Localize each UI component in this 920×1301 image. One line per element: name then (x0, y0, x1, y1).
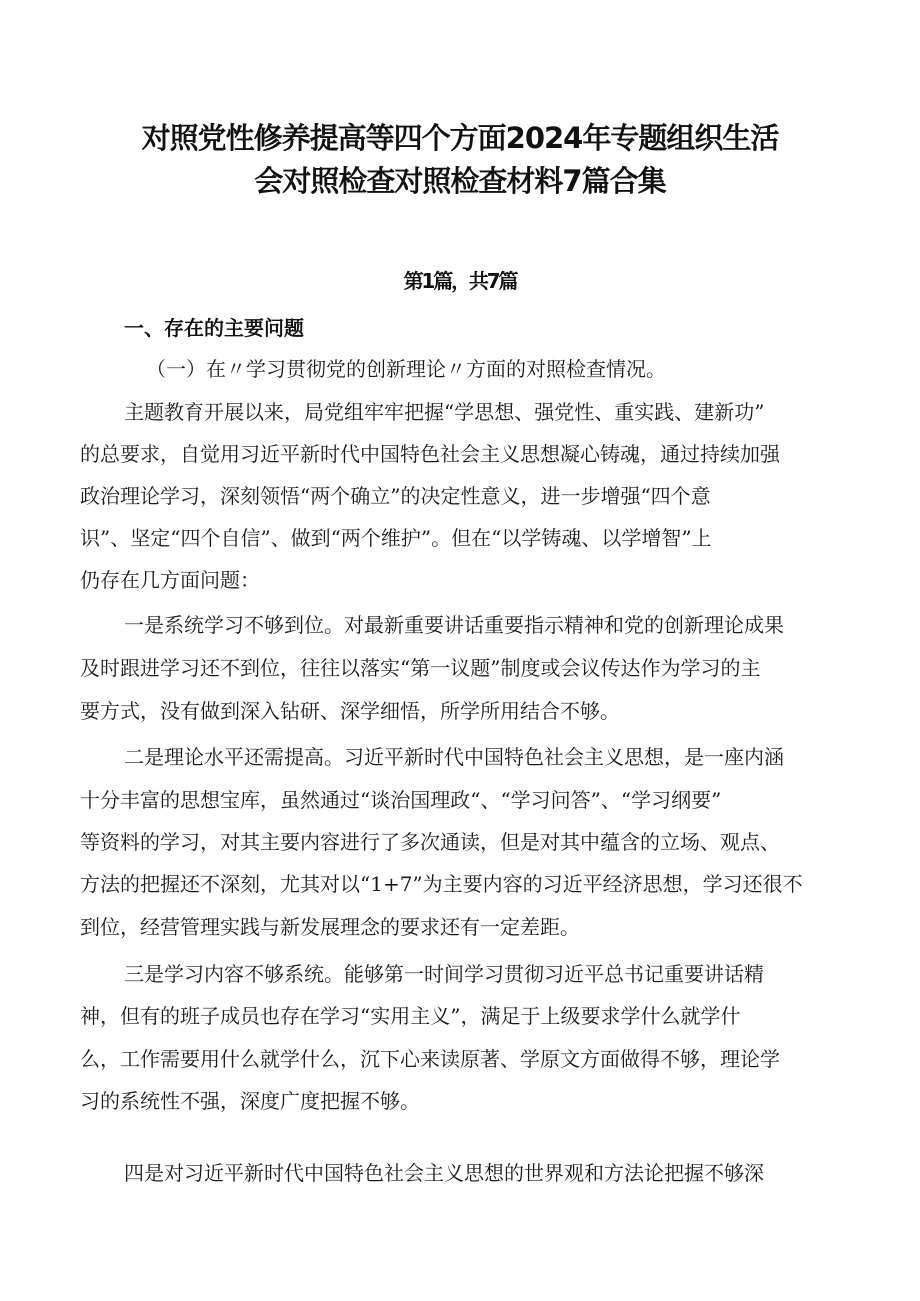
subsection-heading: （一）在〃学习贯彻党的创新理论〃方面的对照检查情况。 (146, 357, 666, 381)
paragraph-line: 十分丰富的思想宝库，虽然通过“谈治国理政“、“学习问答”、“学习纲要” (80, 788, 722, 812)
paragraph-line: 识”、坚定“四个自信”、做到“两个维护”。但在“以学铸魂、以学增智”上 (80, 526, 712, 550)
paragraph-line: 方法的把握还不深刻，尤其对以“1+7”为主要内容的习近平经济思想，学习还很不 (80, 872, 803, 896)
paragraph-line: 三是学习内容不够系统。能够第一时间学习贯彻习近平总书记重要讲话精 (124, 962, 764, 986)
paragraph-line: 的总要求，自觉用习近平新时代中国特色社会主义思想凝心铸魂，通过持续加强 (80, 442, 780, 466)
paragraph-line: 及时跟进学习还不到位，往往以落实“第一议题”制度或会议传达作为学习的主 (80, 656, 761, 680)
paragraph-line: 一是系统学习不够到位。对最新重要讲话重要指示精神和党的创新理论成果 (124, 613, 784, 637)
paragraph-line: 到位，经营管理实践与新发展理念的要求还有一定差距。 (80, 915, 580, 939)
paragraph-line: 么，工作需要用什么就学什么，沉下心来读原著、学原文方面做得不够，理论学 (80, 1047, 780, 1071)
paragraph-line: 等资料的学习，对其主要内容进行了多次通读，但是对其中蕴含的立场、观点、 (80, 830, 780, 854)
document-title-line2: 会对照检查对照检查材料7篇合集 (254, 164, 666, 198)
paragraph-line: 仍存在几方面问题： (80, 568, 260, 592)
section-heading: 一、存在的主要问题 (124, 316, 304, 340)
paragraph-line: 主题教育开展以来，局党组牢牢把握“学思想、强党性、重实践、建新功” (124, 400, 765, 424)
paragraph-line: 神，但有的班子成员也存在学习“实用主义”，满足于上级要求学什么就学什 (80, 1004, 741, 1028)
paragraph-line: 二是理论水平还需提高。习近平新时代中国特色社会主义思想，是一座内涵 (124, 745, 784, 769)
paragraph-line: 要方式，没有做到深入钻研、深学细悟，所学所用结合不够。 (80, 699, 620, 723)
part-indicator: 第1篇，共7篇 (403, 269, 517, 293)
paragraph-line: 政治理论学习，深刻领悟“两个确立”的决定性意义，进一步增强“四个意 (80, 484, 711, 508)
paragraph-line: 习的系统性不强，深度广度把握不够。 (80, 1089, 420, 1113)
paragraph-line: 四是对习近平新时代中国特色社会主义思想的世界观和方法论把握不够深 (124, 1161, 764, 1185)
document-title-line1: 对照党性修养提高等四个方面2024年专题组织生活 (141, 121, 779, 155)
